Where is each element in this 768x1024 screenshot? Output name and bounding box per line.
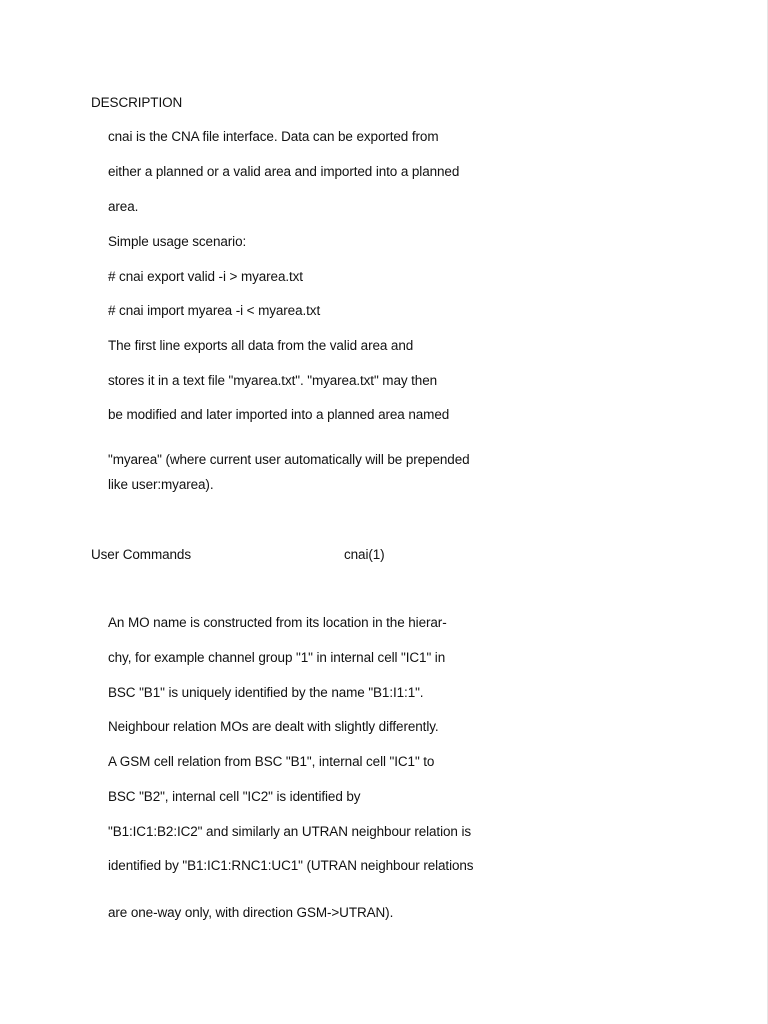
mo-name-line: are one-way only, with direction GSM->UTRAN). — [108, 905, 394, 920]
page-header-left: User Commands — [91, 547, 191, 562]
description-line: either a planned or a valid area and imported into a planned — [108, 164, 460, 179]
description-line: cnai is the CNA file interface. Data can be exported from — [108, 129, 439, 144]
mo-name-line: An MO name is constructed from its location in the hierar- — [108, 615, 447, 630]
description-line: The first line exports all data from the valid area and — [108, 338, 414, 353]
mo-name-line: chy, for example channel group "1" in internal cell "IC1" in — [108, 650, 446, 665]
description-heading: DESCRIPTION — [91, 95, 183, 110]
mo-name-line: "B1:IC1:B2:IC2" and similarly an UTRAN neighbour relation is — [108, 824, 471, 839]
mo-name-line: Neighbour relation MOs are dealt with slightly differently. — [108, 719, 439, 734]
mo-name-line: identified by "B1:IC1:RNC1:UC1" (UTRAN neighbour relations — [108, 858, 474, 873]
command-example-line: # cnai export valid -i > myarea.txt — [108, 269, 303, 284]
description-line: stores it in a text file "myarea.txt". "myarea.txt" may then — [108, 373, 438, 388]
description-line: "myarea" (where current user automatically will be prepended — [108, 452, 470, 467]
description-line: Simple usage scenario: — [108, 234, 247, 249]
description-line: area. — [108, 199, 139, 214]
description-line: be modified and later imported into a planned area named — [108, 407, 450, 422]
mo-name-line: BSC "B1" is uniquely identified by the name "B1:I1:1". — [108, 685, 424, 700]
description-line: like user:myarea). — [108, 477, 214, 492]
mo-name-line: A GSM cell relation from BSC "B1", internal cell "IC1" to — [108, 754, 435, 769]
page-header-right: cnai(1) — [344, 547, 385, 562]
command-example-line: # cnai import myarea -i < myarea.txt — [108, 303, 321, 318]
mo-name-line: BSC "B2", internal cell "IC2" is identified by — [108, 789, 361, 804]
